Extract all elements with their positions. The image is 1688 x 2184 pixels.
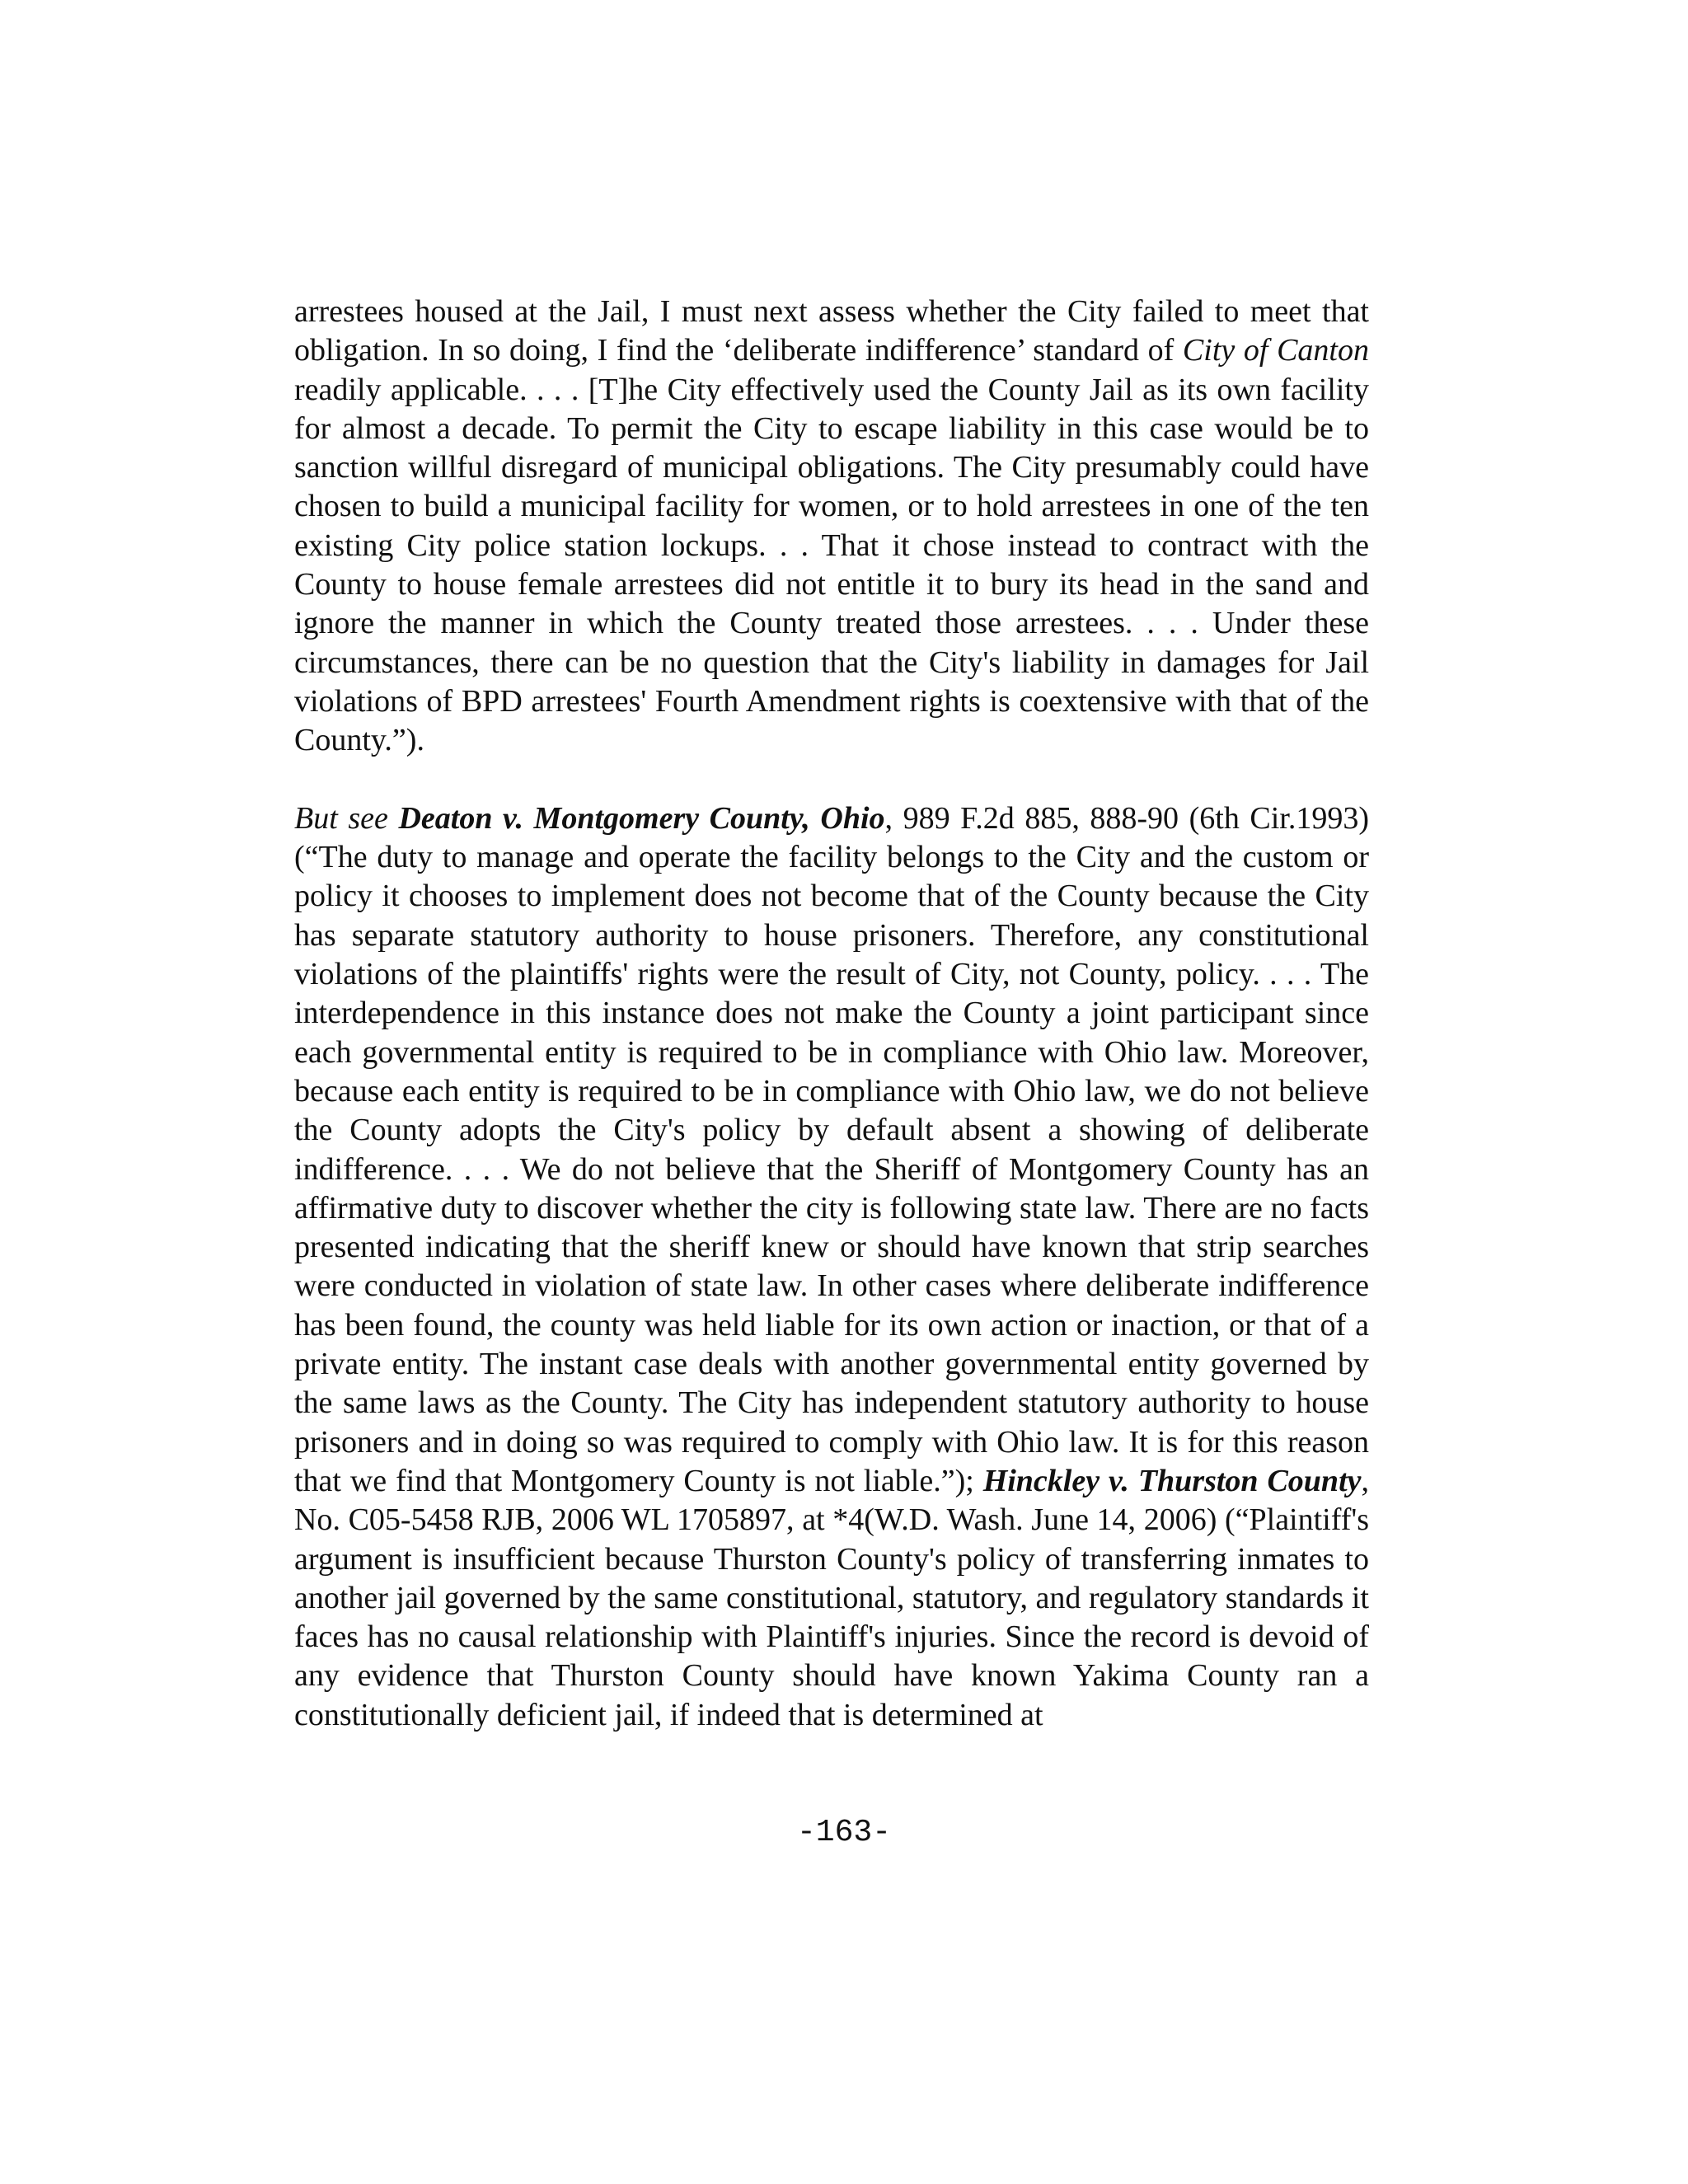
page-number: -163- bbox=[796, 1815, 892, 1850]
paragraph-text: , No. C05-5458 RJB, 2006 WL 1705897, at *4(W.D. Wash. June 14, 2006) (“Plaintiff's argument is insufficient because Thurston County's policy of transferring inmates to another jail governed by the same constitutional, statutory, and regulatory standards it faces has no causal relationship with Plaintiff's injuries. Since the record is devoid of any evidence that Thurston County should have known Yakima County ran a constitutionally deficient jail, if indeed that is determined at bbox=[294, 1463, 1369, 1732]
citation-signal: But see bbox=[294, 800, 388, 836]
paragraph-but-see-citations bbox=[294, 799, 1369, 1735]
paragraph-city-of-canton-quote bbox=[294, 293, 1369, 761]
paragraph-text: , 989 F.2d 885, 888-90 (6th Cir.1993) (“The duty to manage and operate the facility belongs to the City and the custom or policy it chooses to implement does not become that of the County because the City has separate statutory authority to house prisoners. Therefore, any constitutional violations of the plaintiffs' rights were the result of City, not County, policy. . . . The interdependence in this instance does not make the County a joint participant since each governmental entity is required to be in compliance with Ohio law. Moreover, because each entity is required to be in compliance with Ohio law, we do not believe the County adopts the City's policy by default absent a showing of deliberate indifference. . . . We do not believe that the Sheriff of Montgomery County has an affirmative duty to discover whether the city is following state law. There are no facts presented indicating that the sheriff knew or should have known that strip searches were conducted in violation of state law. In other cases where deliberate indifference has been found, the county was held liable for its own action or inaction, or that of a private entity. The instant case deals with another governmental entity governed by the same laws as the County. The City has independent statutory authority to house prisoners and in doing so was required to comply with Ohio law. It is for this reason that we find that Montgomery County is not liable.”); bbox=[294, 800, 1370, 1498]
case-name-deaton: Deaton v. Montgomery County, Ohio bbox=[398, 800, 885, 836]
paragraph-text: arrestees housed at the Jail, I must next assess whether the City failed to meet that obligation. In so doing, I find the ‘deliberate indifference’ standard of bbox=[294, 294, 1369, 368]
case-name-hinckley: Hinckley v. Thurston County bbox=[982, 1463, 1362, 1498]
case-name-city-of-canton: City of Canton bbox=[1182, 333, 1369, 368]
body-text bbox=[294, 293, 1369, 1735]
paragraph-text: readily applicable. . . . [T]he City effectively used the County Jail as its own facility for almost a decade. To permit the City to escape liability in this case would be to sanction willful disregard of municipal obligations. The City presumably could have chosen to build a municipal facility for women, or to hold arrestees in one of the ten existing City police station lockups. . . That it chose instead to contract with the County to house female arrestees did not entitle it to bury its head in the sand and ignore the manner in which the County treated those arrestees. . . . Under these circumstances, there can be no question that the City's liability in damages for Jail violations of BPD arrestees' Fourth Amendment rights is coextensive with that of the County.”). bbox=[294, 372, 1369, 758]
